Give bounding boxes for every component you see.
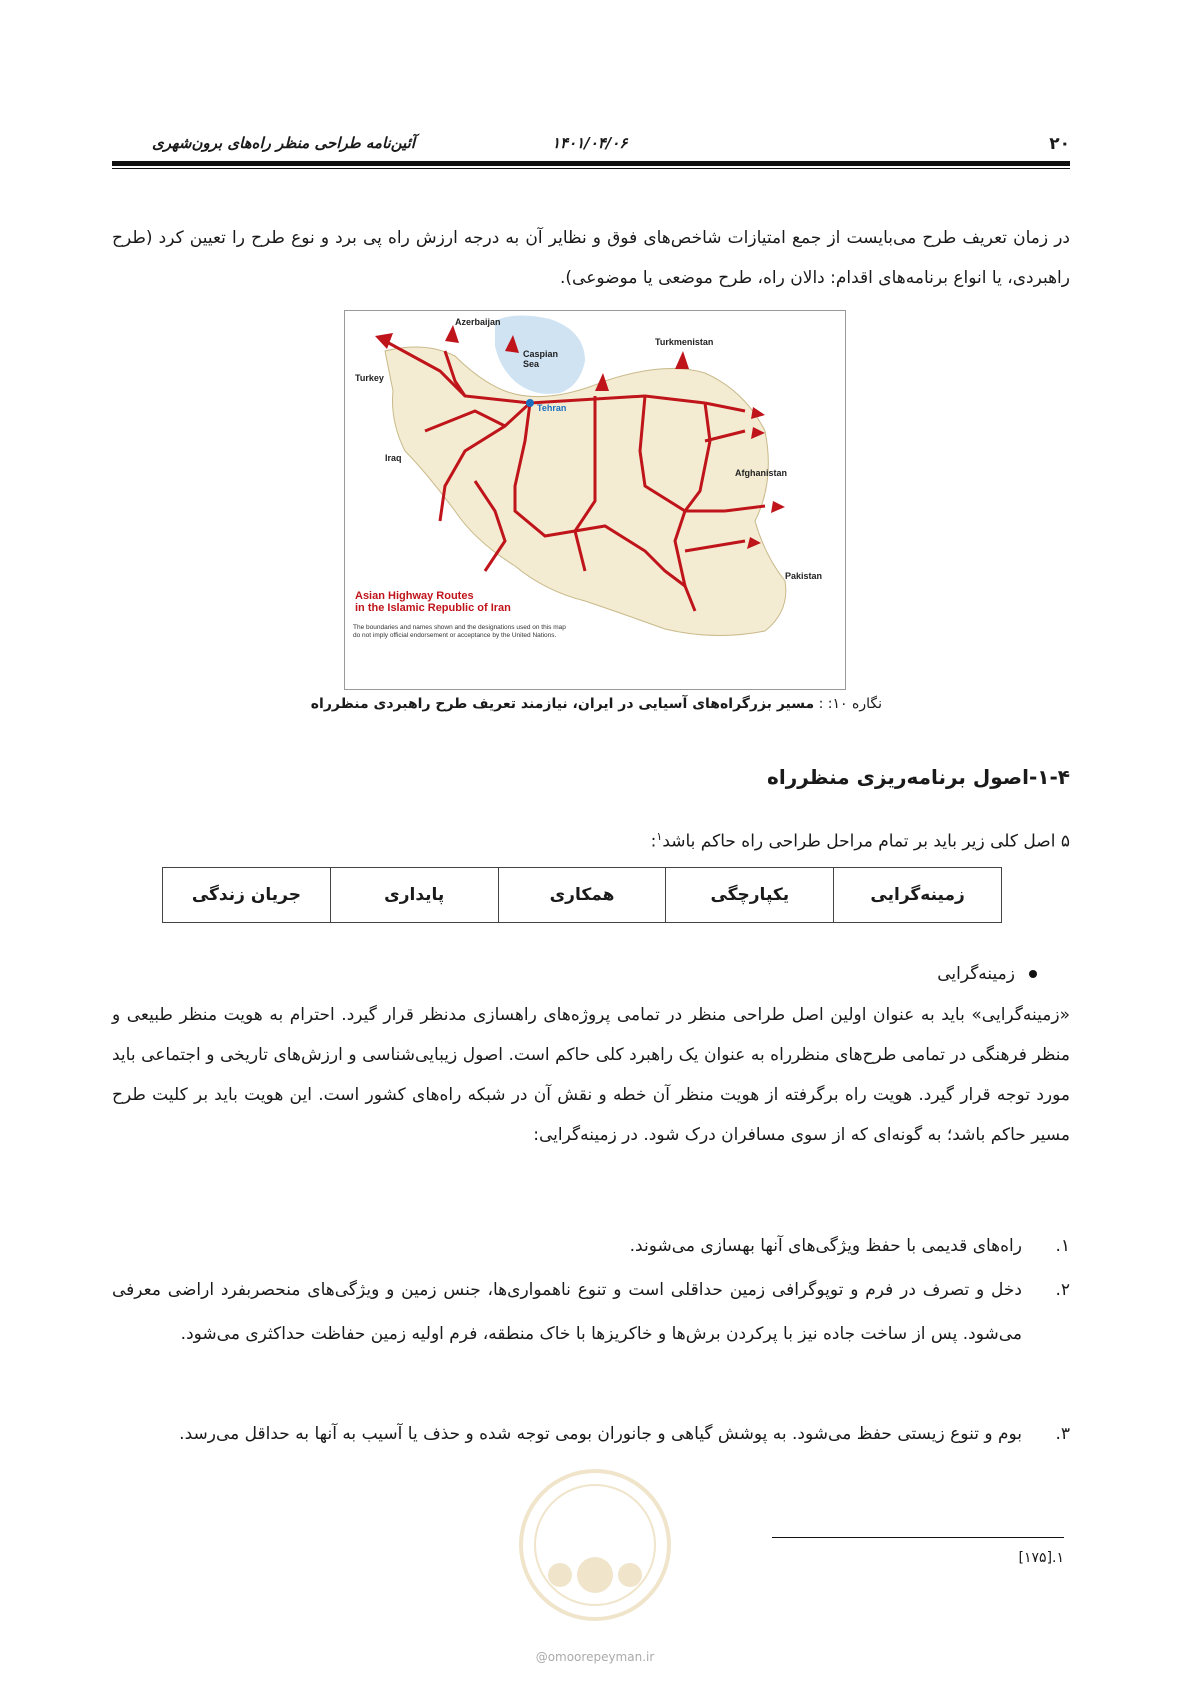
sea-label: Caspian <box>523 349 559 359</box>
page-number: ۲۰ <box>1049 134 1070 154</box>
bullet-heading <box>112 964 1037 984</box>
item-number: ۱. <box>1055 1236 1070 1256</box>
tehran-marker <box>526 399 534 407</box>
principle-cell: همکاری <box>498 868 666 923</box>
table-row <box>163 868 1002 923</box>
capital-label: Tehran <box>537 403 567 413</box>
bullet-text: زمینه‌گرایی <box>937 964 1015 984</box>
sea-label: Sea <box>523 359 540 369</box>
principles-intro-text: ۵ اصل کلی زیر باید بر تمام مراحل طراحی راه حاکم باشد <box>662 831 1070 852</box>
watermark-seal-icon <box>515 1465 675 1625</box>
caption-text: مسیر بزرگراه‌های آسیایی در ایران، نیازمند تعریف طرح راهبردی منظرراه <box>310 696 815 712</box>
principles-intro: ۵ اصل کلی زیر باید بر تمام مراحل طراحی راه حاکم باشد$^۱$: <box>650 830 1070 852</box>
item-text: دخل و تصرف در فرم و توپوگرافی زمین حداقلی است و تنوع ناهمواری‌ها، جنس زمین و ویژگی‌های منحصربفرد اراضی معرفی می‌شود. پس از ساخت جاده نیز با پرکردن برش‌ها و خاکریزها با خاک منطقه، فرم اولیه زمین حفاظت حداکثری می‌شود. <box>112 1280 1022 1344</box>
footnote-rule <box>772 1537 1064 1538</box>
watermark-text: @omoorepeyman.ir <box>535 1650 655 1664</box>
asian-highway-map <box>344 310 846 690</box>
item-number: ۳. <box>1055 1424 1070 1444</box>
principle-cell: زمینه‌گرایی <box>834 868 1002 923</box>
header-rule-thick <box>112 161 1070 166</box>
intro-paragraph: در زمان تعریف طرح می‌بایست از جمع امتیازات شاخص‌های فوق و نظایر آن به درجه ارزش راه پی برد و نوع طرح را تعیین کرد (طرح راهبردی، یا انواع برنامه‌های اقدام: دالان راه، طرح موضعی یا موضوعی). <box>112 228 1070 288</box>
header-title: آئین‌نامه طراحی منظر راه‌های برون‌شهری <box>152 134 415 152</box>
principle-cell: پایداری <box>330 868 498 923</box>
map-image <box>345 311 845 689</box>
country-label: Turkmenistan <box>655 337 714 347</box>
item-number: ۲. <box>1055 1280 1070 1300</box>
map-title: Asian Highway Routes <box>355 590 474 602</box>
country-label: Pakistan <box>785 571 823 581</box>
map-disclaimer: do not imply official endorsement or acceptance by the United Nations. <box>353 632 557 639</box>
map-disclaimer: The boundaries and names shown and the designations used on this map <box>353 624 566 631</box>
item-text: بوم و تنوع زیستی حفظ می‌شود. به پوشش گیاهی و جانوران بومی توجه شده و حذف یا آسیب به آنها به حداقل می‌رسد. <box>179 1424 1022 1444</box>
header-rule-thin <box>112 168 1070 169</box>
section-heading: ۱-۴-اصول برنامه‌ریزی منظرراه <box>767 765 1070 789</box>
principles-table <box>162 867 1002 923</box>
item-text: راه‌های قدیمی با حفظ ویژگی‌های آنها بهسازی می‌شوند. <box>629 1236 1022 1256</box>
bullet-dot-icon <box>1029 970 1037 978</box>
principle-cell: جریان زندگی <box>163 868 331 923</box>
context-paragraph: «زمینه‌گرایی» باید به عنوان اولین اصل طراحی منظر در تمامی پروژه‌های راهسازی مدنظر قرار گیرد. احترام به هویت منظر طبیعی و منظر فرهنگی در تمامی طرح‌های منظرراه به عنوان یک راهبرد کلی حاکم است. اصول زیبایی‌شناسی و ارزش‌های تاریخی و اجتماعی باید مورد توجه قرار گیرد. هویت راه برگرفته از هویت منظر آن خطه و نقش آن در شبکه راه‌های کشور است. این هویت باید بر کلیت طرح مسیر حاکم باشد؛ به گونه‌ای که از سوی مسافران درک شود. در زمینه‌گرایی: <box>112 1005 1070 1145</box>
country-label: Azerbaijan <box>455 317 501 327</box>
footnote: [۱۷۵].۱ <box>1018 1550 1064 1566</box>
principle-cell: یکپارچگی <box>666 868 834 923</box>
footnote-ref: ۱ <box>656 830 663 843</box>
map-title: in the Islamic Republic of Iran <box>355 602 511 614</box>
page-header <box>112 128 1070 158</box>
country-label: Iraq <box>385 453 402 463</box>
figure-caption <box>112 696 882 712</box>
header-date: ۱۴۰۱/۰۴/۰۶ <box>552 134 628 152</box>
country-label: Turkey <box>355 373 384 383</box>
country-label: Afghanistan <box>735 468 788 478</box>
caption-prefix: نگاره ۱۰: : <box>818 696 882 712</box>
